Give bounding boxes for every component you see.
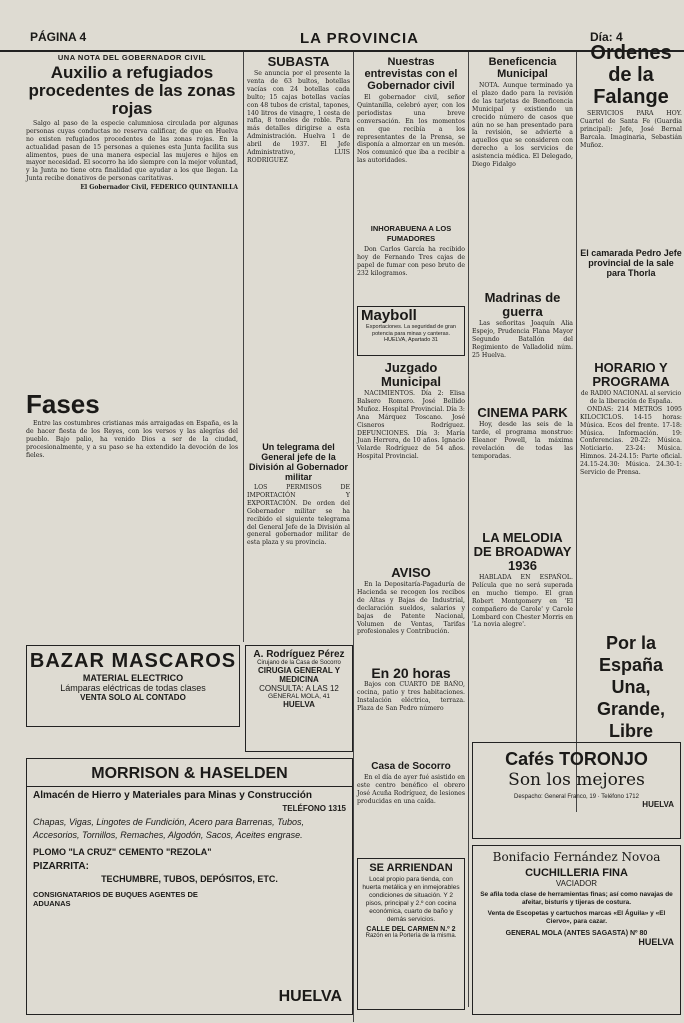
ad-line: CUCHILLERIA FINA — [525, 867, 628, 879]
article-title: Juzgado Municipal — [381, 360, 441, 389]
ad-address: GENERAL MOLA (ANTES SAGASTA) Nº 80 — [505, 930, 648, 937]
ad-se-arriendan — [357, 858, 465, 1010]
ad-address: CALLE DEL CARMEN N.º 2 — [366, 926, 456, 933]
ad-fernandez-novoa — [472, 845, 681, 1015]
slogan — [580, 630, 682, 741]
ad-line: TELÉFONO 1315 — [282, 804, 346, 813]
article-title: Madrinas de guerra — [484, 290, 561, 319]
ad-title: BAZAR MASCAROS — [29, 650, 237, 672]
column-rule — [576, 52, 577, 812]
ad-address: Despacho: General Franco, 19 · Teléfono 1712 — [514, 794, 639, 800]
article-fumadores — [357, 222, 465, 302]
ad-line: CONSULTA: A LAS 12 — [259, 684, 339, 693]
article-title: SUBASTA — [267, 54, 330, 69]
article-title: HORARIO Y PROGRAMA — [592, 360, 670, 389]
article-aviso — [357, 565, 465, 660]
article-fases — [26, 388, 238, 638]
article-title: INHORABUENA A LOS FUMADORES — [370, 224, 452, 243]
ad-text: Exportaciones. La seguridad de gran potencia para minas y canteras. HUELVA, Apartado 31 — [366, 324, 456, 343]
article-subasta — [247, 54, 350, 434]
article-title: Beneficencia Municipal — [488, 56, 557, 80]
ad-text: Local propio para tienda, con huerta metálica y en inmejorables condiciones de situación. Y 2 pisos, principal y 2.º con cocina económica, cuarto de baño y demás servicios. — [362, 876, 460, 923]
ad-line: PIZARRITA: — [33, 861, 89, 872]
article-auxilio — [26, 54, 238, 384]
ad-footer: Razón en la Portería de la misma. — [365, 933, 457, 939]
article-beneficencia — [472, 54, 573, 284]
article-body: ONDAS: 214 METROS 1095 KILOCICLOS. 14-15 horas: Música. Ecos del frente. 17-18: Música. Información. 19: Conferencias. 20-22: Música. Noticiario. 23-24: Música. Himnos. 24-24.15: Parte oficial. 24.15-24.30: Música. 24.30-1: Servicio de Prensa. — [580, 405, 682, 477]
masthead: LA PROVINCIA — [300, 30, 419, 47]
article-juzgado — [357, 360, 465, 560]
ad-line: Lámparas eléctricas de todas clases — [60, 683, 206, 693]
article-body: Se anuncia por el presente la venta de 63 bultos, botellas vacías con 24 botellas cada bulto; 15 cajas botellas vacías con 48 tubos de cristal, tapones, 140 litros de vinagre, 1 cesta de rafia, 8 toneles de roble. Para más detalles dirigirse a esta Administración. Huelva 1 de abril de 1937. El Jefe Administrativo, LUIS RODRIGUEZ — [247, 70, 350, 164]
ad-line: GENERAL MOLA, 41 — [268, 693, 330, 700]
article-title: El camarada Pedro Jefe provincial de la sale para Thorla — [580, 248, 682, 278]
ad-line: PLOMO "LA CRUZ" CEMENTO "REZOLA" — [33, 847, 212, 857]
article-title: AVISO — [391, 565, 431, 580]
ad-line: Cirujano de la Casa de Socorro — [257, 660, 341, 666]
ad-line: Almacén de Hierro y Materiales para Minas y Construcción — [33, 790, 312, 801]
article-casa-socorro — [357, 760, 465, 850]
ad-line: CONSIGNATARIOS DE BUQUES AGENTES DE ADUANAS — [33, 890, 198, 908]
article-title: Ordenes de la Falange — [590, 42, 672, 108]
column-rule — [353, 52, 354, 1022]
ad-slogan: Son los mejores — [508, 770, 645, 790]
article-entrevistas — [357, 54, 465, 214]
article-body: El gobernador civil, señor Quintanilla, celebró ayer, con los periodistas una breve conversación. En los momentos en que recibía a los representantes de la Prensa, se disponía a almorzar en un mesón. Nos comunicó que iba a recibir a las autoridades. — [357, 94, 465, 165]
ad-line: Chapas, Vigas, Lingotes de Fundición, Acero para Barrenas, Tubos, Accesorios, Tornillos, Remaches, Algodón, Sacos, Aceites engrase. — [33, 817, 304, 840]
article-title: Un telegrama del General jefe de la División al Gobernador militar — [248, 442, 349, 482]
ad-title: SE ARRIENDAN — [369, 862, 453, 874]
article-body: Hoy, desde las seis de la tarde, el programa monstruo: Eleanor Powell, la máxima revelación de todas las temporadas. — [472, 421, 573, 460]
ad-title: Bonifacio Fernández Novoa — [492, 850, 661, 864]
ad-morrison-haselden — [26, 758, 353, 1015]
article-title: Casa de Socorro — [371, 761, 451, 772]
article-body: En el día de ayer fué asistido en este centro benéfico el obrero José Acuña Rodríguez, de lesiones producidas en una caída. — [357, 774, 465, 805]
ad-line: VENTA SOLO AL CONTADO — [80, 693, 186, 702]
ad-line: Se afila toda clase de herramientas finas; así como navajas de afeitar, bisturís y tijeras de costura. — [480, 891, 673, 906]
ad-title: Mayboll — [361, 307, 417, 324]
ad-cafes-toronjo — [472, 742, 681, 839]
ad-line: VACIADOR — [555, 879, 598, 888]
column-rule — [468, 52, 469, 1007]
slogan-text: Por la España Una, Grande, Libre — [596, 633, 666, 741]
ad-title: En 20 horas — [371, 665, 451, 681]
ad-bazar-mascaros — [26, 645, 240, 727]
ad-line: MATERIAL ELECTRICO — [82, 673, 184, 683]
ad-line: CIRUGIA GENERAL Y MEDICINA — [257, 666, 341, 684]
article-body: LOS PERMISOS DE IMPORTACIÓN Y EXPORTACIÓN. De orden del Gobernador militar se ha recibido el siguiente telegrama del General Jefe de la División al general gobernador militar de esta plaza y su provincia. — [247, 484, 350, 547]
article-signature: El Gobernador Civil, FEDERICO QUINTANILLA — [80, 184, 238, 192]
article-body: Las señoritas Joaquín Alia Espejo, Prudencia Flana Mayor Segundo Batallón del Regimiento de Valladolid núm. 25 Huelva. — [472, 320, 573, 359]
ad-city: HUELVA — [638, 937, 674, 947]
ad-city: HUELVA — [642, 800, 674, 809]
article-title: Auxilio a refugiados procedentes de las zonas rojas — [28, 62, 236, 118]
ad-20-horas — [357, 665, 465, 755]
page-date: Día: 4 — [590, 30, 623, 44]
article-title: Nuestras entrevistas con el Gobernador civil — [364, 56, 458, 92]
article-body: Don Carlos García ha recibido hoy de Fernando Tres cajas de papel de fumar con peso bruto de 232 kilogramos. — [357, 246, 465, 277]
article-title: LA MELODIA DE BROADWAY 1936 — [473, 530, 572, 573]
ad-line: HUELVA — [283, 700, 315, 709]
ad-text: Bajos con CUARTO DE BAÑO, cocina, patio y tres habitaciones. Instalación eléctrica, terraza. Plaza de San Pedro número — [357, 681, 465, 712]
ad-mayboll — [357, 306, 465, 356]
article-cinema — [472, 405, 573, 525]
ad-title: A. Rodríguez Pérez — [253, 649, 345, 660]
article-kicker: UNA NOTA DEL GOBERNADOR CIVIL — [57, 53, 207, 62]
article-subtitle: de RADIO NACIONAL al servicio de la liberación de España. — [580, 390, 682, 405]
article-body: Salgo al paso de la especie calumniosa circulada por algunas personas cuyas conductas no reserva calificar, de que en Huelva no existen refugiados procedentes de las zonas rojas. En la actualidad pasan de 15 personas a quienes esta Junta facilita sus alimentos, pues de una manera especial las mujeres e hijos en mayor necesidad. El socorro ha ido siempre con la mejor voluntad, y la Junta no tiene otra finalidad que ayudar a los que llegan. La Junta recibe donativos de personas caritativas. — [26, 119, 238, 183]
ad-title: MORRISON & HASELDEN — [27, 765, 352, 787]
article-melodia — [472, 530, 573, 740]
article-telegrama — [247, 440, 350, 640]
article-falange — [580, 40, 682, 240]
article-body: SERVICIOS PARA HOY. Cuartel de Santa Fe (Guardia principal): Jefe, José Bernal Barcala. Imaginaria, Sebastián Muñoz. — [580, 110, 682, 149]
article-body: HABLADA EN ESPAÑOL. Película que no será superada en mucho tiempo. El gran Robert Montgomery en 'El compañero de Carole' y Carole Lombard con Chester Morris en 'La novia alegre'. — [472, 574, 573, 629]
ad-rodriguez-perez — [245, 645, 353, 752]
article-madrinas — [472, 290, 573, 400]
page-number: PÁGINA 4 — [30, 30, 87, 44]
article-body: Entre las costumbres cristianas más arraigadas en España, es la de hacer fiesta de los Reyes, con los versos y las alegrías del pueblo. Bajo palio, ha venido Dios a ser de la ciudad, procesionalmente, y a su paso se ha extendido la devoción de los fieles. — [26, 420, 238, 459]
ad-city: HUELVA — [278, 988, 342, 1005]
ad-title: Cafés TORONJO — [505, 749, 648, 769]
article-title: CINEMA PARK — [477, 405, 568, 420]
article-title: Fases — [26, 389, 100, 419]
ad-line: Venta de Escopetas y cartuchos marcas «El Águila» y «El Ciervo», para cazar. — [487, 910, 666, 925]
ad-line: TECHUMBRE, TUBOS, DEPÓSITOS, ETC. — [101, 874, 278, 884]
article-body: En la Depositaría-Pagaduría de Hacienda se recogen los recibos de Altas y Bajas de Industrial, declaración sueldos, salarios y bajas de Patente Nacional, Volumen de Ventas, Tarifas profesionales y Contribución. — [357, 581, 465, 636]
column-rule — [243, 52, 244, 642]
article-body: NOTA. Aunque terminado ya el plazo dado para la revisión de las tarjetas de Beneficencia Municipal y existiendo un crecido número de casos que aún no se han presentado para la revisión, se advierte a aquellos que se consideren con derecho a los servicios de asistencia médica. El Delegado, Diego Fidalgo — [472, 82, 573, 169]
article-camarada — [580, 246, 682, 346]
article-horario — [580, 360, 682, 630]
article-body: NACIMIENTOS. Día 2: Elisa Balsero Romero. José Bellido Muñoz. Hospital Provincial. Día 3: Ana Márquez Toscano. José Cisneros Rodríguez. DEFUNCIONES. Día 3: María Juan Herrera, de 10 años. Ignacio Velarde Rodríguez de 54 años. Hospital Provincial. — [357, 390, 465, 461]
